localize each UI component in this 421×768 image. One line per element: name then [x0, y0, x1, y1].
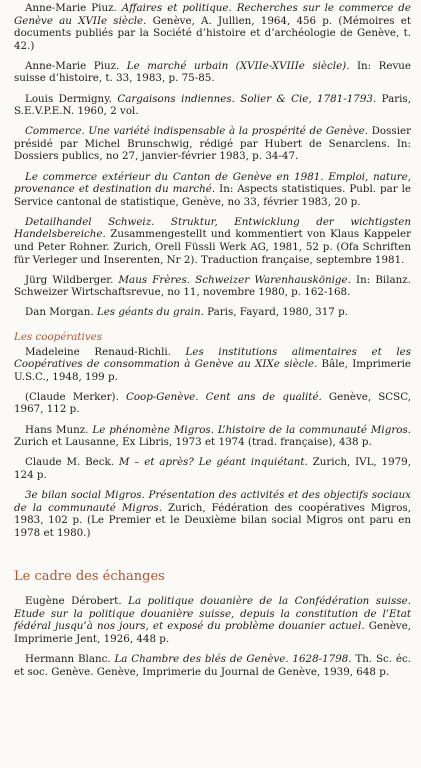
- entry-title: M – et après? Le géant inquiétant.: [118, 456, 308, 469]
- bibliography-entry: [14, 489, 411, 539]
- entry-title: Les géants du grain.: [96, 306, 204, 319]
- entry-pre: Hans Munz.: [25, 423, 93, 436]
- entry-pre: Dan Morgan.: [25, 306, 97, 319]
- entry-post: Genève, Imprimerie Jent, 1926, 448 p.: [14, 620, 411, 646]
- entry-title: Le phénomène Migros. L’histoire de la communauté Migros.: [92, 423, 411, 436]
- bibliography-entry: [14, 2, 411, 52]
- bibliography-entry: [14, 391, 411, 416]
- entries-group-exchanges: [14, 595, 411, 678]
- bibliography-entry: [14, 456, 411, 481]
- entry-pre: Anne-Marie Piuz.: [25, 2, 122, 14]
- entry-post: In: Bilanz. Schweizer Wirtschaftsrevue, no 11, novembre 1980, p. 162-168.: [14, 273, 411, 299]
- bibliography-entry: [14, 171, 411, 209]
- bibliography-entry: [14, 595, 411, 645]
- entry-post: Zurich et Lausanne, Ex Libris, 1973 et 1974 (trad. française), 438 p.: [14, 436, 372, 449]
- entry-title: La Chambre des blés de Genève. 1628-1798.: [114, 653, 352, 666]
- entry-pre: Eugène Dérobert.: [25, 595, 129, 608]
- entry-post: Genève, SCSC, 1967, 112 p.: [14, 390, 412, 416]
- entry-pre: Anne-Marie Piuz.: [25, 59, 127, 72]
- entry-post: Th. Sc. éc. et soc. Genève. Genève, Imprimerie du Journal de Genève, 1939, 648 p.: [14, 653, 411, 678]
- bibliography-entry: [14, 424, 411, 449]
- entry-title: Cargaisons indiennes. Solier & Cie, 1781-1793.: [117, 92, 377, 105]
- entry-pre: (Claude Merker).: [25, 390, 126, 403]
- bibliography-entry: [14, 346, 411, 384]
- entry-post: In: Aspects statistiques. Publ. par le Service cantonal de statistique, Genève, no 33, février 1983, 20 p.: [14, 183, 411, 208]
- entry-pre: Madeleine Renaud-Richli.: [25, 345, 186, 358]
- bibliography-entry: [14, 274, 411, 299]
- entry-post: In: Revue suisse d’histoire, t. 33, 1983, p. 75-85.: [14, 59, 411, 85]
- entry-post: Zurich, IVL, 1979, 124 p.: [14, 456, 411, 481]
- entry-title: Coop-Genève. Cent ans de qualité.: [125, 390, 322, 403]
- entry-post: Dossier présidé par Michel Brunschwig, rédigé par Hubert de Senarclens. In: Dossiers publics, no 27, janvier-février 1983, p. 34-47.: [14, 125, 411, 163]
- bibliography-entry: [14, 216, 411, 266]
- entry-post: Zurich, Fédération des coopératives Migros, 1983, 102 p. (Le Premier et le Deuxième bilan social Migros ont paru en 1978 et 1980.): [14, 501, 411, 539]
- entry-title: 3e bilan social Migros. Présentation des activités et des objectifs sociaux de la communauté Migros.: [14, 488, 411, 514]
- entry-pre: Claude M. Beck.: [25, 456, 119, 469]
- entry-title: La politique douanière de la Confédération suisse. Etude sur la politique douanière suisse, depuis la constitution de l’Etat fédéral jusqu’à nos jours, et exposé du problème douanier actuel.: [14, 595, 411, 633]
- subheading-cooperatives: Les coopératives: [14, 330, 103, 343]
- bibliography-entry: [14, 306, 411, 319]
- bibliography-entry: [14, 653, 411, 678]
- bibliography-entry: [14, 93, 411, 118]
- entry-title: Affaires et politique. Recherches sur le commerce de Genève au XVIIe siècle.: [14, 2, 411, 27]
- entry-pre: Hermann Blanc.: [25, 653, 115, 666]
- section-title: Le cadre des échanges: [14, 569, 165, 585]
- entry-post: Paris, Fayard, 1980, 317 p.: [203, 306, 348, 319]
- entry-title: Commerce. Une variété indispensable à la prospérité de Genève.: [25, 125, 369, 138]
- entry-post: Genève, A. Jullien, 1964, 456 p. (Mémoires et documents publiés par la Société d’histoire et d’archéologie de Genève, t. 42.): [14, 14, 412, 52]
- entry-title: Maus Frères. Schweizer Warenhauskönige.: [118, 273, 351, 286]
- entry-title: Detailhandel Schweiz. Struktur, Entwicklung der wichtigsten Handelsbereiche.: [14, 215, 411, 241]
- entry-post: Zusammengestellt und kommentiert von Klaus Kappeler und Peter Rohner. Zurich, Orell Füssli Werk AG, 1981, 52 p. (Ofa Schriften für Verleger und Inserenten, Nr 2). Traduction française, septembre 1981.: [14, 228, 411, 266]
- entries-group-cooperatives: [14, 346, 411, 540]
- entry-post: Bâle, Imprimerie U.S.C., 1948, 199 p.: [14, 358, 412, 383]
- bibliography-entry: [14, 60, 411, 85]
- entry-post: Paris, S.E.V.P.E.N. 1960, 2 vol.: [14, 92, 411, 118]
- entry-title: Le commerce extérieur du Canton de Genève en 1981. Emploi, nature, provenance et destination du marché.: [14, 170, 411, 196]
- entry-title: Le marché urbain (XVIIe-XVIIIe siècle).: [126, 59, 350, 72]
- entry-pre: Jürg Wildberger.: [25, 273, 119, 286]
- bibliography-entry: [14, 125, 411, 163]
- entry-title: Les institutions alimentaires et les Coopératives de consommation à Genève au XIXe siècle.: [14, 345, 411, 371]
- entries-group-general: [14, 2, 411, 319]
- entry-pre: Louis Dermigny.: [25, 92, 118, 105]
